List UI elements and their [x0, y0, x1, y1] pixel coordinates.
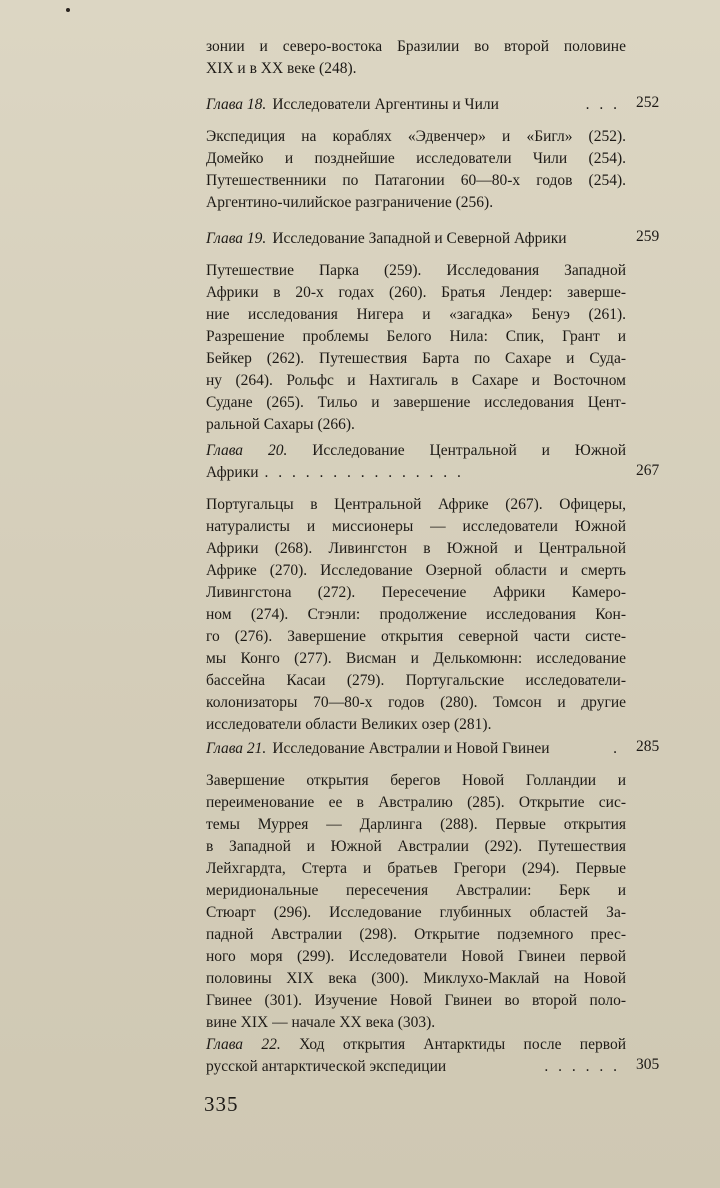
text-line: Путешествие Парка (259). Исследования Западной: [206, 262, 626, 279]
chapter-description-21: [206, 770, 626, 1034]
text-line: ну (264). Рольфс и Нахтигаль в Сахаре и Восточном: [206, 372, 626, 389]
chapter-title: Исследование Австралии и Новой Гвинеи: [272, 740, 550, 757]
text-line: Африки (268). Ливингстон в Южной и Центральной: [206, 540, 626, 557]
chapter-title-line: [206, 440, 626, 462]
chapter-title: русской антарктической экспедиции: [206, 1058, 447, 1075]
text-line: Разрешение проблемы Белого Нила: Спик, Грант и: [206, 328, 626, 345]
text-line: Путешественники по Патагонии 60—80-х годов (254).: [206, 172, 626, 189]
text-line: зонии и северо-востока Бразилии во второй половине: [206, 38, 626, 55]
chapter-page-number: 267: [636, 462, 660, 479]
text-line: Африки в 20-х годах (260). Братья Лендер: заверше-: [206, 284, 626, 301]
text-line: половины XIX века (300). Миклухо-Маклай на Новой: [206, 970, 626, 987]
text-line: Судане (265). Тильо и завершение исследования Цент-: [206, 394, 626, 411]
chapter-title-line: [206, 1034, 626, 1056]
text-line: переименование ее в Австралию (285). Открытие сис-: [206, 794, 626, 811]
chapter-title: Исследование Центральной и Южной: [312, 442, 627, 459]
text-line: Португальцы в Центральной Африке (267). Офицеры,: [206, 496, 626, 513]
chapter-title: Исследователи Аргентины и Чили: [272, 96, 499, 113]
text-line: ного моря (299). Исследователи Новой Гвинеи первой: [206, 948, 626, 965]
chapter-label: Глава 19.: [206, 230, 267, 247]
text-line: Лейхгардта, Стерта и братьев Грегори (294). Первые: [206, 860, 626, 877]
chapter-page-number: 285: [636, 738, 660, 755]
chapter-page-number: 305: [636, 1056, 660, 1073]
chapter-page-number: 259: [636, 228, 660, 245]
text-line: го (276). Завершение открытия северной части систе-: [206, 628, 626, 645]
chapter-page-number: 252: [636, 94, 660, 111]
text-line: Аргентино-чилийское разграничение (256).: [206, 194, 494, 211]
chapter-title: Африки: [206, 464, 259, 481]
text-line: темы Муррея — Дарлинга (288). Первые открытия: [206, 816, 626, 833]
text-line: меридиональные пересечения Австралии: Берк и: [206, 882, 626, 899]
text-line: падной Австралии (298). Открытие подземного прес-: [206, 926, 626, 943]
chapter-description-20: [206, 494, 626, 736]
chapter-label: Глава 20.: [206, 442, 288, 459]
chapter-description-18: [206, 126, 626, 214]
text-line: Ливингстона (272). Пересечение Африки Камеро-: [206, 584, 626, 601]
ink-dot: [66, 8, 70, 12]
text-line: исследователи области Великих озер (281).: [206, 716, 492, 733]
chapter-heading-22: [206, 1034, 626, 1078]
dot-leader: .: [613, 740, 620, 757]
text-line: Стюарт (296). Исследование глубинных областей За-: [206, 904, 626, 921]
text-line: Африке (270). Исследование Озерной области и смерть: [206, 562, 626, 579]
text-line: в Западной и Южной Австралии (292). Путешествия: [206, 838, 626, 855]
page-number: 335: [204, 1092, 239, 1116]
intro-text: [206, 36, 626, 80]
chapter-label: Глава 18.: [206, 96, 267, 113]
chapter-title: Исследование Западной и Северной Африки: [272, 230, 567, 247]
chapter-heading-19: [206, 228, 626, 250]
text-line: мы Конго (277). Висман и Делькомюнн: исследование: [206, 650, 626, 667]
text-line: Экспедиция на кораблях «Эдвенчер» и «Бигл» (252).: [206, 128, 626, 145]
text-line: ном (274). Стэнли: продолжение исследования Кон-: [206, 606, 626, 623]
text-line: XIX и в XX веке (248).: [206, 60, 357, 77]
text-line: Завершение открытия берегов Новой Голландии и: [206, 772, 626, 789]
chapter-label: Глава 22.: [206, 1036, 281, 1053]
chapter-heading-21: [206, 738, 626, 760]
text-line: Домейко и позднейшие исследователи Чили (254).: [206, 150, 626, 167]
chapter-title: Ход открытия Антарктиды после первой: [299, 1036, 626, 1053]
dot-leader: . . .: [585, 96, 620, 113]
chapter-heading-18: [206, 94, 626, 116]
text-line: натуралисты и миссионеры — исследователи Южной: [206, 518, 626, 535]
text-line: ние исследования Нигера и «загадка» Бенуэ (261).: [206, 306, 626, 323]
chapter-heading-20: [206, 440, 626, 484]
text-line: бассейна Касаи (279). Португальские исследователи-: [206, 672, 626, 689]
chapter-description-19: [206, 260, 626, 436]
text-line: Бейкер (262). Путешествия Барта по Сахаре и Суда-: [206, 350, 626, 367]
text-line: Гвинее (301). Изучение Новой Гвинеи во второй поло-: [206, 992, 626, 1009]
dot-leader: . . . . . .: [544, 1058, 620, 1075]
text-line: ральной Сахары (266).: [206, 416, 355, 433]
text-line: колонизаторы 70—80-х годов (280). Томсон и другие: [206, 694, 626, 711]
text-line: вине XIX — начале XX века (303).: [206, 1014, 436, 1031]
dot-leader: . . . . . . . . . . . . . . .: [264, 464, 464, 481]
chapter-label: Глава 21.: [206, 740, 267, 757]
